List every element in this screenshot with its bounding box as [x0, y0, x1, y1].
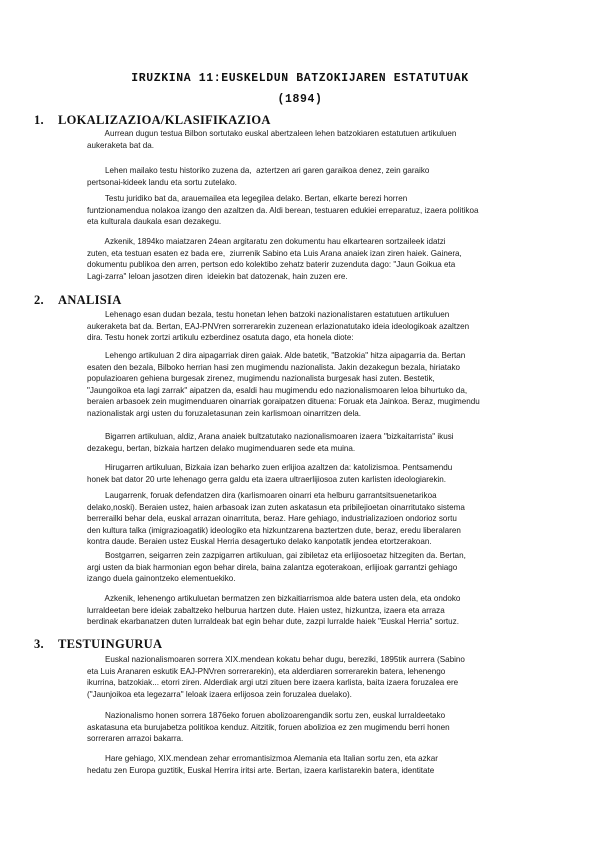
text-line: askatasuna eta burujabetza politikoa kenduz. Aitzitik, foruen abolizioa ez zen mugimendu berri honen [87, 722, 450, 732]
paragraph [87, 431, 563, 454]
text-line: aukeraketa bat da. [87, 140, 155, 150]
section-title: ANALISIA [58, 293, 122, 307]
document-title-year: (1894) [277, 93, 323, 106]
paragraph [87, 753, 563, 776]
text-line: esaten den bezala, Bilboko herrian hasi zen mugimendu nazionalista. Jakin dezakegun bezala, hiriatako [87, 362, 461, 372]
text-line: Bigarren artikuluan, aldiz, Arana anaiek bultzatutako nazionalismoaren izaera "bizkaitarrista" ikusi [87, 432, 454, 441]
text-line: Lehenago esan dudan bezala, testu honetan lehen batzoki nazionalistaren estatutuen artikuluen [87, 310, 450, 319]
text-line: Azkenik, lehenengo artikuluetan bermatzen zen bizkaitiarrismoa alde batera usten dela, eta ondoko [87, 594, 461, 603]
text-line: beraien arbasoek zein mugimenduaren oinarriak goraipatzen dituena: Foruak eta Jainkoa. Beraz, mugimendu [87, 397, 480, 407]
section-heading-testuingurua [34, 637, 162, 652]
text-line: den kultura talka (imigrazioagatik) ideologiko eta hizkuntzarena baztertzen dute, beraz, eredu liberalaren [87, 525, 461, 535]
section-title: LOKALIZAZIOA/KLASIFIKAZIOA [58, 113, 271, 127]
text-line: Bostgarren, seigarren zein zazpigarren artikuluan, gai zibiletaz eta erlijiosoetaz hitzegiten da. Bertan, [87, 551, 466, 560]
text-line: "Jaungoikoa eta lagi zarrak" aipatzen da, esaldi hau mugimendu edo nazionalismoaren leloa bihurtuko da, [87, 385, 468, 395]
text-line: zuten, eta testuan esaten ez bada ere, ziurrenik Sabino eta Luis Arana anaiek izan ziren haiek. Gainera, [87, 248, 462, 258]
text-line: lurraldeetan bere ideiak zabaltzeko helburua hartzen dute. Haien ustez, hizkuntza, izaera eta arraza [87, 605, 445, 615]
paragraph [87, 550, 563, 585]
text-line: Hirugarren artikuluan, Bizkaia izan beharko zuen erlijioa azaltzen da: katolizismoa. Pentsamendu [87, 463, 453, 472]
text-line: Aurrean dugun testua Bilbon sortutako euskal abertzaleen lehen batzokiaren estatutuen artikuluen [87, 129, 457, 138]
text-line: ("Jaunjoikoa eta legezarra" leloak izaera erlijosoa zein foruzalea duelako). [87, 689, 352, 699]
text-line: Lehengo artikuluan 2 dira aipagarriak diren gaiak. Alde batetik, "Batzokia" hitza aipagarria da. Bertan [87, 351, 466, 360]
text-line: berrerailki behar dela, euskal arrazan oinarrituta, beraz. Hare gehiago, industrializazioen ondorioz sortu [87, 514, 457, 524]
text-line: Lagi-zarra" leloan jasotzen diren ideiekin bat datozenak, hain zuzen ere. [87, 271, 348, 281]
paragraph [87, 193, 563, 228]
paragraph [87, 710, 563, 745]
text-line: kontra daude. Beraien ustez Euskal Herria desagertuko delako kanpotatik jendea etortzerakoan. [87, 537, 432, 547]
paragraph [87, 490, 563, 548]
text-line: Azkenik, 1894ko maiatzaren 24ean argitaratu zen dokumentu hau elkartearen sortzaileek idatzi [87, 237, 446, 246]
document-title: IRUZKINA 11:EUSKELDUN BATZOKIJAREN ESTATUTUAK [131, 72, 469, 85]
section-heading-lokalizazioa [34, 113, 271, 128]
paragraph [87, 128, 563, 151]
text-line: Hare gehiago, XIX.mendean zehar erromantisizmoa Alemania eta Italian sortu zen, eta azkar [87, 754, 438, 763]
text-line: ikurrina, batzokiak... etorri ziren. Alderdiak argi utzi zituen bere izaera karlista, baita izaera foruzalea ere [87, 678, 459, 688]
paragraph [87, 165, 563, 188]
paragraph [87, 236, 563, 282]
text-line: Laugarrenk, foruak defendatzen dira (karlismoaren oinarri eta helburu garrantsitsuenetarikoa [87, 491, 437, 500]
text-line: dokumentu publikoa den arren, pertson edo kolektibo zehatz baterir zuzenduta dago: "Jaun Goikua eta [87, 260, 456, 270]
section-heading-analisia [34, 293, 122, 308]
text-line: Testu juridiko bat da, arauemailea eta legegilea delako. Bertan, elkarte berezi horren [87, 194, 408, 203]
text-line: izango duela gainontzeko elementuekiko. [87, 574, 236, 584]
section-number: 3. [34, 637, 44, 651]
text-line: populazioaren gehiena burgesak zirenez, mugimendu nazionalista burgesak hasi zuten. Bestetik, [87, 374, 435, 384]
text-line: nazionalistak argi usten du foruzaletasunan zein karlismoan oinarritzen dela. [87, 408, 361, 418]
text-line: argi usten da biak harmonian egon behar direla, baina zalantza egoterakoan, erlijioak garrantzi gehiago [87, 562, 458, 572]
text-line: Lehen mailako testu historiko zuzena da, aztertzen ari garen garaikoa denez, zein garaiko [87, 166, 430, 175]
text-line: eta kulturala daukala esan dezakegu. [87, 217, 222, 227]
text-line: hedatu zen Europa guztitik, Euskal Herrira iritsi arte. Bertan, izaera karlistarekin batera, identitate [87, 765, 435, 775]
text-line: eta Luis Aranaren eskutik EAJ-PNVren sorrerarekin), eta alderdiaren sorrerarekin batera, lehenengo [87, 666, 446, 676]
paragraph [87, 593, 563, 628]
paragraph [87, 462, 563, 485]
text-line: aukeraketa bat da. Bertan, EAJ-PNVren sorrerarekin zuzenean erlazionatutako ideia ideologikoak azaltzen [87, 321, 470, 331]
text-line: funtzionamendua nolakoa izango den azaltzen da. Aldi berean, testuaren edukiei erreparatuz, izaera politikoa [87, 205, 479, 215]
paragraph [87, 309, 563, 344]
text-line: Nazionalismo honen sorrera 1876eko foruen abolizoarengandik sortu zen, euskal lurraldeetako [87, 711, 446, 720]
paragraph [87, 654, 563, 700]
text-line: delako,noski). Beraien ustez, haien arbasoak izan zuten askatasun eta pribilejioetan oinarritutako sistema [87, 502, 465, 512]
text-line: dira. Testu honek zortzi artikulu ezberdinez osatuta dago, eta honela diote: [87, 333, 354, 343]
text-line: berdinak ekarbanatzen duten lurraldeak bat egin behar dute, zazpi lurralde haiek "Euskal Herria" sortuz. [87, 617, 459, 627]
text-line: sorreraren arrazoi bakarra. [87, 734, 184, 744]
section-title: TESTUINGURUA [58, 637, 163, 651]
text-line: pertsonai-kideek landu eta sortu zutelako. [87, 177, 237, 187]
text-line: honek bat dator 20 urte lehenago gerra galdu eta izaera ultraerlijiosoa zuten karlisten ideologiarekin. [87, 474, 447, 484]
section-number: 2. [34, 293, 44, 307]
text-line: Euskal nazionalismoaren sorrera XIX.mendean kokatu behar dugu, bereziki, 1895tik aurrera (Sabino [87, 655, 465, 664]
paragraph [87, 350, 563, 420]
text-line: dezakegu, bertan, bizkaia hartzen delako mugimenduaren sede eta muina. [87, 443, 356, 453]
section-number: 1. [34, 113, 44, 127]
